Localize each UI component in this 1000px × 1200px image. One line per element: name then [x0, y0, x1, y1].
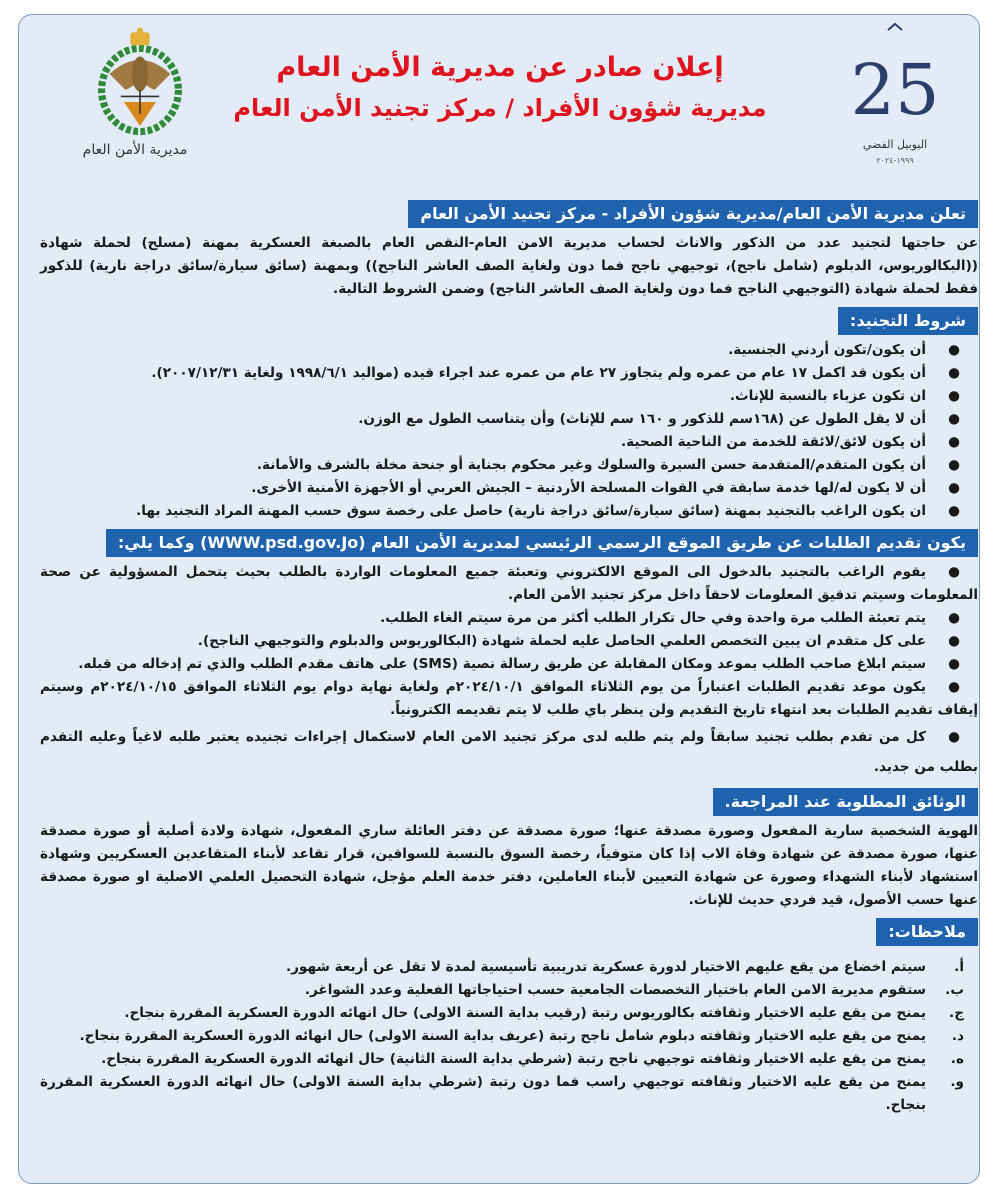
condition-item: ● ان تكون عزباء بالنسبة للإناث. [729, 388, 960, 404]
crest-caption: مديرية الأمن العام [82, 142, 188, 158]
conditions-list [40, 339, 978, 523]
silver-jubilee-logo [850, 22, 940, 132]
documents-heading: الوثائق المطلوبة عند المراجعة. [713, 788, 978, 816]
application-item: ● يكون موعد تقديم الطلبات اعتباراً من يوم الثلاثاء الموافق ٢٠٢٤/١٠/١م ولغاية نهاية دوام يوم الثلاثاء الموافق ٢٠٢٤/١٠/١٥م وسيتم إيقاف تقديم الطلبات بعد انتهاء تاريخ التقديم ولن ينظر باي طلب لا يتم تقديمه الكترونياً. [40, 679, 978, 718]
condition-item: ● أن يكون المتقدم/المتقدمة حسن السيرة والسلوك وغير محكوم بجناية أو جنحة مخلة بالشرف والأمانة. [256, 457, 960, 473]
intro-heading: تعلن مديرية الأمن العام/مديرية شؤون الأفراد - مركز تجنيد الأمن العام [408, 200, 978, 228]
announcement-body [40, 194, 978, 1123]
application-item: ● كل من تقدم بطلب تجنيد سابقاً ولم يتم طلبه لدى مركز تجنيد الامن العام لاستكمال إجراءات تجنيده يعتبر طلبه لاغياً وعليه التقدم بطلب من جديد. [40, 729, 978, 775]
application-item: ● على كل متقدم ان يبين التخصص العلمي الحاصل عليه لحملة شهادة (البكالوريوس والدبلوم والتوجيهي الناجح). [197, 633, 960, 649]
announcement-subtitle: مديرية شؤون الأفراد / مركز تجنيد الأمن العام [233, 94, 767, 122]
condition-item: ● أن لا يكون له/لها خدمة سابقة في القوات المسلحة الأردنية – الجيش العربي أو الأجهزة الأمنية الأخرى. [251, 480, 960, 496]
condition-item: ● أن يكون لائق/لائقة للخدمة من الناحية الصحية. [620, 434, 960, 450]
public-security-crest-logo [80, 26, 200, 138]
note-item: د. يمنح من يقع عليه الاختيار وثقافته دبلوم شامل ناجح رتبة (عريف بداية السنة الاولى) حال انهائه الدورة العسكرية المقررة بنجاح. [79, 1028, 964, 1044]
jubilee-number: 25 [850, 49, 940, 131]
condition-item: ● أن لا يقل الطول عن (١٦٨سم للذكور و ١٦٠ سم للإناث) وأن يتناسب الطول مع الوزن. [358, 411, 960, 427]
application-heading: يكون تقديم الطلبات عن طريق الموقع الرسمي الرئيسي لمديرية الأمن العام (WWW.psd.gov.Jo) وكما يلي: [106, 529, 978, 557]
note-item: أ. سيتم اخضاع من يقع عليهم الاختيار لدورة عسكرية تدريبية تأسيسية لمدة لا تقل عن أربعة شهور. [286, 959, 964, 975]
notes-heading: ملاحظات: [876, 918, 978, 946]
note-item: ه. يمنح من يقع عليه الاختيار وثقافته توجيهي ناجح رتبة (شرطي بداية السنة الثانية) حال انهائه الدورة العسكرية المقررة بنجاح. [101, 1051, 964, 1067]
note-item: و. يمنح من يقع عليه الاختيار وثقافته توجيهي راسب فما دون رتبة (شرطي بداية السنة الاولى) حال انهائه الدورة العسكرية المقررة بنجاح. [40, 1074, 964, 1113]
application-list [40, 561, 978, 782]
jubilee-caption: اليوبيل الفضي [862, 138, 928, 151]
condition-item: ● ان يكون الراغب بالتجنيد بمهنة (سائق سيارة/سائق دراجة نارية) حاصل على رخصة سوق حسب المهنة المراد التجنيد بها. [136, 503, 960, 519]
application-item: ● يتم تعبئة الطلب مرة واحدة وفي حال تكرار الطلب أكثر من مرة سيتم الغاء الطلب. [380, 610, 960, 626]
application-item: ● سيتم ابلاغ صاحب الطلب بموعد ومكان المقابلة عن طريق رسالة نصية (SMS) على هاتف مقدم الطلب والذي تم إدخاله من قبله. [78, 656, 960, 672]
announcement-title: إعلان صادر عن مديرية الأمن العام [276, 52, 724, 83]
note-item: ج. يمنح من يقع عليه الاختيار وثقافته بكالوريوس رتبة (رقيب بداية السنة الاولى) حال انهائه الدورة العسكرية المقررة بنجاح. [124, 1005, 964, 1021]
application-item: ● يقوم الراغب بالتجنيد بالدخول الى الموقع الالكتروني وتعبئة جميع المعلومات الواردة بالطلب بحيث يتحمل المسؤولية عن صحة المعلومات وسيتم تدقيق المعلومات لاحقاً داخل مركز تجنيد الأمن العام. [40, 564, 978, 603]
notes-list [40, 956, 978, 1117]
intro-text: عن حاجتها لتجنيد عدد من الذكور والاناث لحساب مديرية الامن العام-النقص العام بالصبغة العسكرية بمهنة (مسلح) لحملة شهادة ((البكالوريوس، الدبلوم (شامل ناجح)، توجيهي ناجح فما دون ولغاية الصف العاشر الناجح)) وبمهنة (سائق سيارة/سائق دراجة نارية) للذكور فقط لحملة شهادة (التوجيهي الناجح فما دون ولغاية الصف العاشر الناجح) وضمن الشروط التالية. [40, 235, 978, 297]
condition-item: ● أن يكون/تكون أردني الجنسية. [728, 342, 960, 358]
jubilee-years: ١٩٩٩-٢٠٢٤ [876, 156, 914, 165]
documents-text: الهوية الشخصية سارية المفعول وصورة مصدقة عنها؛ صورة مصدقة عن دفتر العائلة ساري المفعول، شهادة ولادة أصلية أو صورة مصدقة عنها، صورة مصدقة عن شهادة وفاة الاب إذا كان متوفياً، رخصة السوق بالنسبة للسواقين، قرار تقاعد لأبناء المتقاعدين العسكريين وشهادة استشهاد لأبناء الشهداء وصورة عن شهادة التعيين لأبناء العاملين، دفتر خدمة العلم مؤجل، شهادة التحصيل العلمي الاصلية او صورة مصدقة عنها حسب الأصول، قيد فردي حديث للإناث. [40, 823, 978, 908]
condition-item: ● أن يكون قد اكمل ١٧ عام من عمره ولم يتجاوز ٢٧ عام من عمره عند اجراء قيده (مواليد ١٩٩٨/٦/١ ولغاية ٢٠٠٧/١٢/٣١). [151, 365, 960, 381]
note-item: ب. ستقوم مديرية الامن العام باختيار التخصصات الجامعية حسب احتياجاتها الفعلية وعدد الشواغر. [304, 982, 964, 998]
conditions-heading: شروط التجنيد: [838, 307, 978, 335]
